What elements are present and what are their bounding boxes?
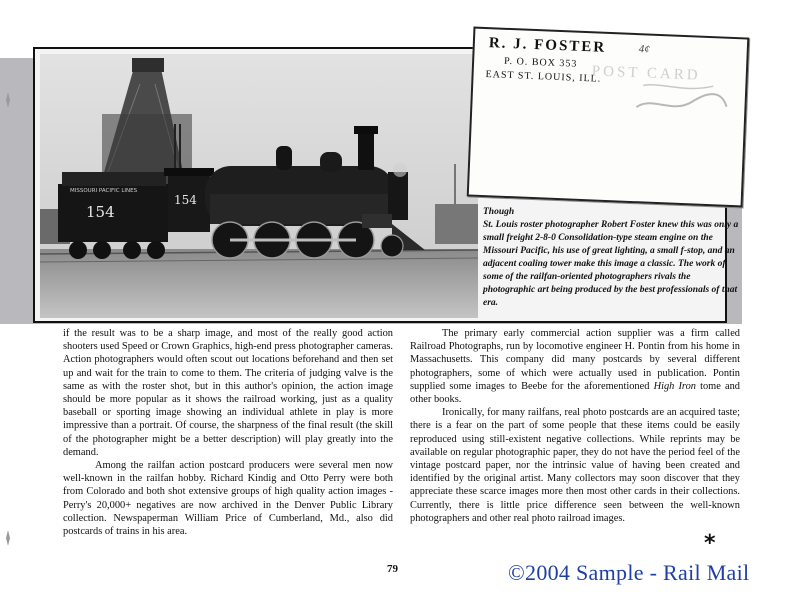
caption-body: St. Louis roster photographer Robert Foster knew this was only a small freight 2-8-0 Consolidation-type steam engine on the Missouri Pacific, his use of great lighting, a small f-stop, and an adjacent coaling tower make this image a classic. The work of some of the railfan-oriented photographers rivals the photographic art being produced by the best professionals of that era.	[483, 220, 739, 308]
postcard-name: R. J. FOSTER	[488, 35, 607, 56]
postcard-stamp-note: 4¢	[638, 43, 650, 56]
book-title-high-iron: High Iron	[653, 380, 696, 392]
postcard-address-box: P. O. BOX 353	[503, 55, 578, 70]
svg-text:MISSOURI PACIFIC LINES: MISSOURI PACIFIC LINES	[70, 188, 138, 194]
postmark-smudge-icon	[632, 77, 730, 121]
postcard-ghost-print: POST CARD	[591, 63, 701, 84]
left-paragraph-1: if the result was to be a sharp image, and most of the really good action shooters used Speed or Crown Graphics, high-end press photographer cameras. Action photographers would often scout out locations beforehand and then set up and wait for the train to come to them. The criteria of judging valve is the same as with the roster shot, but in this author's opinion, the action image should be more popular as it shows the railroad working, just as a quality baseball or sporting image showing an individual athlete in play is more impressive than a portrait. Of course, the sharpness of the final result (the skill of the photographer might be a better description) will play greatly into the demand.	[63, 328, 393, 458]
right-text-column	[410, 327, 740, 525]
binding-speck-icon	[0, 528, 16, 548]
copyright-watermark: ©2004 Sample - Rail Mail	[508, 560, 750, 585]
left-text-column	[63, 327, 393, 538]
left-paragraph-2: Among the railfan action postcard producers were several men now well-known in the railfan hobby. Richard Kindig and Otto Perry were both from Colorado and both shot extensive groups of high quality action images - Perry's 20,000+ negatives are now archived in the Denver Public Library collection. Newspaperman William Price of Cumberland, Md., also did postcards of trains in his area.	[63, 460, 393, 538]
page-number: 79	[387, 563, 398, 575]
postcard-address-city: EAST ST. LOUIS, ILL.	[485, 69, 602, 85]
end-of-article-mark: *	[704, 531, 716, 556]
engine-number-cab: 154	[174, 193, 197, 207]
photo-caption	[483, 206, 739, 310]
locomotive-photo	[40, 54, 478, 318]
caption-lead: Though	[483, 207, 515, 217]
right-paragraph-2: Ironically, for many railfans, real photo postcards are an acquired taste; there is a fear on the part of some people that these items could be easily reproduced using still-existent negative collections. While reprints may be available on regular photographic paper, they do not have the period feel of the vintage postcard paper, nor the intrinsic value of having been created and identified by the original artist. Many collectors may soon discover that they appreciate these scarce images more then most other cards in their collections. Currently, there is little price difference seen between the well-known photographers and other real photo railroad images.	[410, 407, 740, 524]
binding-speck-icon	[0, 90, 16, 110]
postcard-back	[467, 27, 750, 208]
engine-number-left: 154	[86, 203, 115, 221]
right-paragraph-1: The primary early commercial action supplier was a firm called Railroad Photographs, run by locomotive engineer H. Pontin from his home in Massachusetts. This company did many postcards by several different photographers, some of which were actually used in publication. Pontin supplied some images to Beebe for the aforementioned High Iron tome and other books.	[410, 328, 740, 406]
